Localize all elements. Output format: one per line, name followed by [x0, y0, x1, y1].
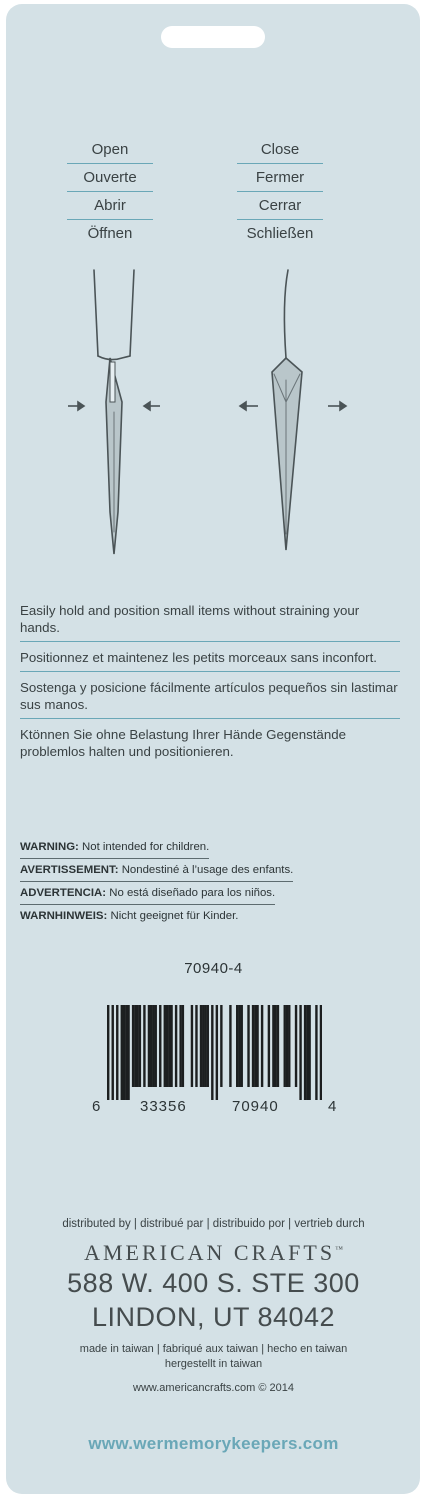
barcode-bar [132, 1005, 134, 1087]
barcode-bar [304, 1005, 306, 1100]
tweezer-close-icon [272, 270, 302, 550]
barcode-lead-digit: 6 [92, 1098, 102, 1115]
barcode-bar [143, 1005, 145, 1087]
barcode-bar [152, 1005, 154, 1087]
warning-label: WARNING: [20, 841, 79, 853]
warning-es [20, 884, 275, 905]
made-in-info [0, 1342, 427, 1372]
close-word-es: Cerrar [237, 192, 323, 220]
barcode-bar [216, 1005, 218, 1100]
address-line-1: 588 W. 400 S. STE 300 [67, 1268, 360, 1298]
open-word-de: Öffnen [87, 225, 133, 242]
sku-number: 70940-4 [184, 960, 243, 977]
product-description [20, 600, 400, 765]
barcode-bar [166, 1005, 168, 1087]
barcode-bar [299, 1005, 301, 1100]
barcode-bar [261, 1005, 263, 1087]
barcode-bar [116, 1005, 118, 1100]
address-line-2: LINDON, UT 84042 [91, 1302, 336, 1332]
barcode-bar [320, 1005, 322, 1100]
barcode-bar [155, 1005, 157, 1087]
barcode-bar [211, 1005, 213, 1100]
barcode-bar [315, 1005, 317, 1100]
close-instructions [220, 136, 340, 248]
warning-fr [20, 861, 293, 882]
divider [20, 671, 400, 672]
barcode-bar [241, 1005, 243, 1087]
barcode-bar [229, 1005, 231, 1087]
warning-text: Nondestiné à l’usage des enfants. [121, 864, 294, 876]
barcode-bar [112, 1005, 114, 1100]
barcode-bar [238, 1005, 240, 1087]
barcode-check-digit: 4 [328, 1098, 338, 1115]
barcode-bar [150, 1005, 152, 1087]
barcode-bar [191, 1005, 193, 1087]
barcode-bar [123, 1005, 125, 1100]
barcode-bar [254, 1005, 256, 1087]
trademark-symbol: ™ [335, 1244, 343, 1254]
close-word-fr: Fermer [237, 164, 323, 192]
close-word-en: Close [237, 136, 323, 164]
barcode-bar [274, 1005, 276, 1087]
warning-text: Nicht geeignet für Kinder. [110, 910, 239, 922]
barcode-bar [159, 1005, 161, 1087]
barcode-bar [139, 1005, 141, 1087]
barcode-bar [295, 1005, 297, 1087]
barcode-left-group: 33356 [140, 1098, 187, 1115]
barcode-bar [256, 1005, 258, 1087]
barcode [107, 1005, 322, 1100]
description-de: Ktönnen Sie ohne Belastung Ihrer Hände Gegenstände problemlos halten und positionieren. [20, 727, 347, 759]
made-in-line-2: hergestellt in taiwan [164, 1358, 263, 1370]
barcode-bar [148, 1005, 150, 1087]
barcode-bar [308, 1005, 310, 1100]
barcode-bar [204, 1005, 206, 1087]
barcode-bar [134, 1005, 136, 1087]
barcode-bar [168, 1005, 170, 1087]
barcode-bar [306, 1005, 308, 1100]
warning-label: ADVERTENCIA: [20, 887, 107, 899]
barcode-bar [164, 1005, 166, 1087]
barcode-bar [170, 1005, 172, 1087]
barcode-bar [175, 1005, 177, 1087]
warning-en [20, 838, 209, 859]
barcode-bar [236, 1005, 238, 1087]
barcode-bar [182, 1005, 184, 1087]
warning-block [20, 838, 400, 930]
open-word-fr: Ouverte [67, 164, 153, 192]
website-url[interactable]: www.wermemorykeepers.com [88, 1434, 339, 1453]
divider [20, 718, 400, 719]
warning-text: No está diseñado para los niños. [109, 887, 276, 899]
tweezer-diagram [60, 262, 360, 562]
close-word-de: Schließen [246, 225, 314, 242]
warning-text: Not intended for children. [82, 841, 210, 853]
barcode-bar [288, 1005, 290, 1087]
barcode-bar [272, 1005, 274, 1087]
open-word-es: Abrir [67, 192, 153, 220]
barcode-bar [252, 1005, 254, 1087]
description-fr: Positionnez et maintenez les petits morceaux sans inconfort. [20, 650, 377, 665]
copyright: www.americancrafts.com © 2014 [133, 1382, 294, 1394]
open-instructions [50, 136, 170, 248]
barcode-bar [286, 1005, 288, 1087]
divider [20, 641, 400, 642]
hang-hole [161, 26, 265, 48]
description-es: Sostenga y posicione fácilmente artículos pequeños sin lastimar sus manos. [20, 680, 398, 712]
description-en: Easily hold and position small items without straining your hands. [20, 603, 360, 635]
warning-de [20, 907, 238, 928]
barcode-bar [202, 1005, 204, 1087]
barcode-bar [200, 1005, 202, 1087]
barcode-bar [207, 1005, 209, 1087]
tweezer-open-icon [94, 270, 134, 554]
warning-label: WARNHINWEIS: [20, 910, 108, 922]
open-word-en: Open [67, 136, 153, 164]
barcode-bar [107, 1005, 109, 1100]
barcode-bar [127, 1005, 129, 1100]
barcode-bar [220, 1005, 222, 1087]
barcode-bar [136, 1005, 138, 1087]
barcode-bar [195, 1005, 197, 1087]
barcode-bar [179, 1005, 181, 1087]
barcode-bar [125, 1005, 127, 1100]
barcode-bar [277, 1005, 279, 1087]
barcode-bar [268, 1005, 270, 1087]
barcode-bar [284, 1005, 286, 1087]
distributed-by-line: distributed by | distribué par | distribuido por | vertrieb durch [62, 1218, 365, 1230]
made-in-line-1: made in taiwan | fabriqué aux taiwan | hecho en taiwan [79, 1343, 348, 1355]
barcode-right-group: 70940 [232, 1098, 279, 1115]
brand-name: AMERICAN CRAFTS [84, 1240, 336, 1265]
brand-logo [0, 1240, 427, 1266]
barcode-bar [247, 1005, 249, 1087]
barcode-bar [121, 1005, 123, 1100]
warning-label: AVERTISSEMENT: [20, 864, 119, 876]
